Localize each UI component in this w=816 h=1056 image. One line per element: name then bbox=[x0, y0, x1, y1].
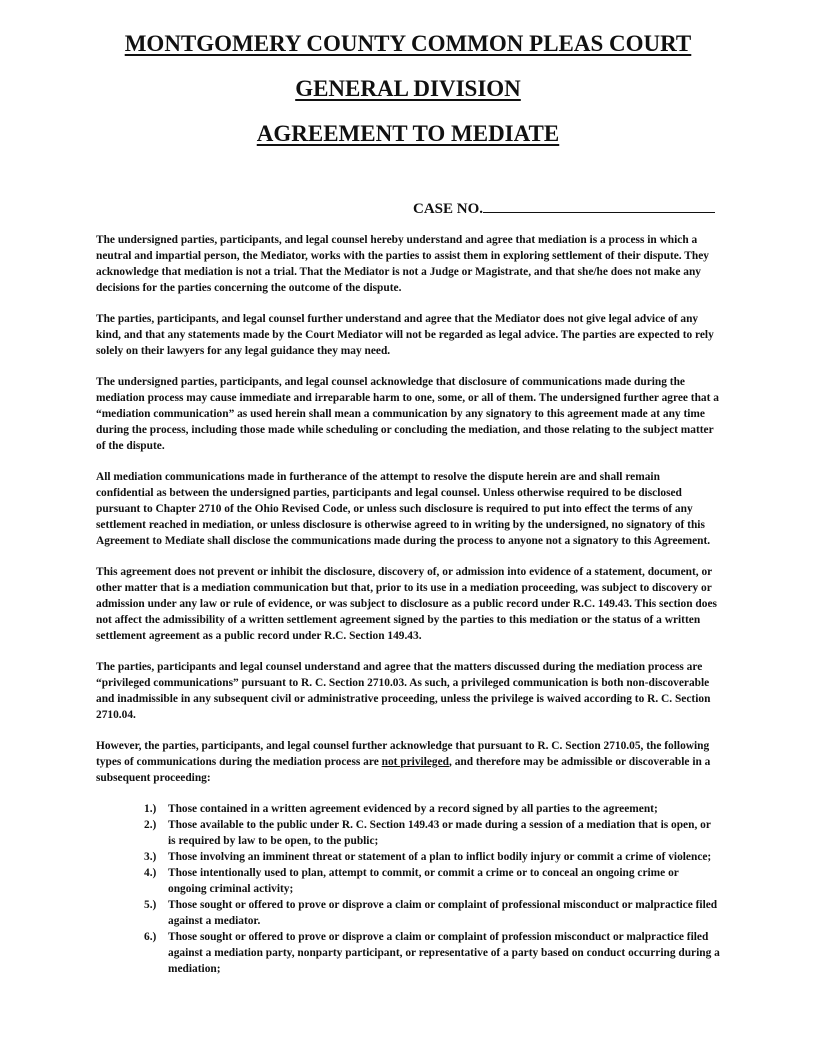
division-title: GENERAL DIVISION bbox=[295, 76, 521, 101]
exceptions-intro-start: However, the parties, participants, and legal counsel further acknowledge that pursuant to R. C. Section 2710.05, the following types of communications during the mediation process are bbox=[96, 740, 710, 768]
list-item bbox=[96, 897, 720, 929]
list-item-text: Those intentionally used to plan, attempt to commit, or commit a crime or to conceal an ongoing crime or ongoing criminal activity; bbox=[168, 867, 679, 895]
list-item bbox=[96, 817, 720, 849]
list-item-text: Those available to the public under R. C. Section 149.43 or made during a session of a mediation that is open, or is required by law to be open, to the public; bbox=[168, 819, 711, 847]
agreement-body bbox=[96, 232, 720, 977]
exceptions-list bbox=[96, 801, 720, 977]
list-item bbox=[96, 849, 720, 865]
list-item-number: 2.) bbox=[144, 819, 157, 831]
list-item-text: Those sought or offered to prove or disprove a claim or complaint of professional misconduct or malpractice filed against a mediator. bbox=[168, 899, 718, 927]
exceptions-intro-end: , and therefore may be admissible or discoverable in a subsequent proceeding: bbox=[96, 756, 711, 784]
list-item-number: 6.) bbox=[144, 931, 157, 943]
list-item-number: 1.) bbox=[144, 803, 157, 815]
case-number-blank-line bbox=[483, 198, 715, 213]
paragraph-mediation-definition: The undersigned parties, participants, and legal counsel hereby understand and agree that mediation is a process in which a neutral and impartial person, the Mediator, works with the parties to assist them in exploring settlement of their dispute. They acknowledge that mediation is not a trial. That the Mediator is not a Judge or Magistrate, and that she/he does not make any decisions for the parties concerning the outcome of the dispute. bbox=[96, 234, 709, 294]
list-item-text: Those involving an imminent threat or statement of a plan to inflict bodily injury or commit a crime of violence; bbox=[168, 851, 712, 863]
paragraph-disclosure-harm: The undersigned parties, participants, and legal counsel acknowledge that disclosure of communications made during the mediation process may cause immediate and irreparable harm to one, some, or all of them. The undersigned further agree that a “mediation communication” as used herein shall mean a communication by any signatory to this agreement made at any time during the process, including those made while scheduling or concluding the mediation, and those relating to the subject matter of the dispute. bbox=[96, 376, 719, 452]
case-number-label: CASE NO. bbox=[413, 201, 484, 217]
list-item-number: 3.) bbox=[144, 851, 157, 863]
list-item-number: 4.) bbox=[144, 867, 157, 879]
paragraph-exceptions-intro bbox=[96, 738, 720, 786]
list-item bbox=[96, 801, 720, 817]
document-title: AGREEMENT TO MEDIATE bbox=[256, 121, 560, 146]
case-number-field bbox=[413, 198, 715, 219]
paragraph-no-legal-advice: The parties, participants, and legal counsel further understand and agree that the Mediator does not give legal advice of any kind, and that any statements made by the Court Mediator will not be regarded as legal advice. The parties are expected to rely solely on their lawyers for any legal guidance they may need. bbox=[96, 313, 714, 357]
list-item bbox=[96, 865, 720, 897]
list-item-text: Those contained in a written agreement evidenced by a record signed by all parties to the agreement; bbox=[168, 803, 658, 815]
list-item bbox=[96, 929, 720, 977]
paragraph-confidentiality: All mediation communications made in furtherance of the attempt to resolve the dispute herein are and shall remain confidential as between the undersigned parties, participants and legal counsel. Unless otherwise required to be disclosed pursuant to Chapter 2710 of the Ohio Revised Code, or unless such disclosure is required to put into effect the terms of any settlement reached in mediation, or unless disclosure is otherwise agreed to in writing by the undersigned, no signatory of this Agreement to Mediate shall disclose the communications made during the process to anyone not a signatory to this Agreement. bbox=[96, 471, 711, 547]
paragraph-privileged-communications: The parties, participants and legal counsel understand and agree that the matters discussed during the mediation process are “privileged communications” pursuant to R. C. Section 2710.03. As such, a privileged communication is both non-discoverable and inadmissible in any subsequent civil or administrative proceeding, unless the privilege is waived according to R. C. Section 2710.04. bbox=[96, 661, 711, 721]
paragraph-admissibility: This agreement does not prevent or inhibit the disclosure, discovery of, or admission into evidence of a statement, document, or other matter that is a mediation communication but that, prior to its use in a mediation proceeding, was subject to discovery or admission under any law or rule of evidence, or was subject to disclosure as a public record under R.C. 149.43. This section does not affect the admissibility of a written settlement agreement signed by the parties to this mediation or the status of a written settlement agreement as a public record under R.C. Section 149.43. bbox=[96, 566, 717, 642]
list-item-text: Those sought or offered to prove or disprove a claim or complaint of profession misconduct or malpractice filed against a mediation party, nonparty participant, or representative of a party based on conduct occurring during a mediation; bbox=[168, 931, 720, 975]
list-item-number: 5.) bbox=[144, 899, 157, 911]
not-privileged-underlined: not privileged bbox=[381, 756, 450, 768]
court-title: MONTGOMERY COUNTY COMMON PLEAS COURT bbox=[124, 31, 692, 56]
